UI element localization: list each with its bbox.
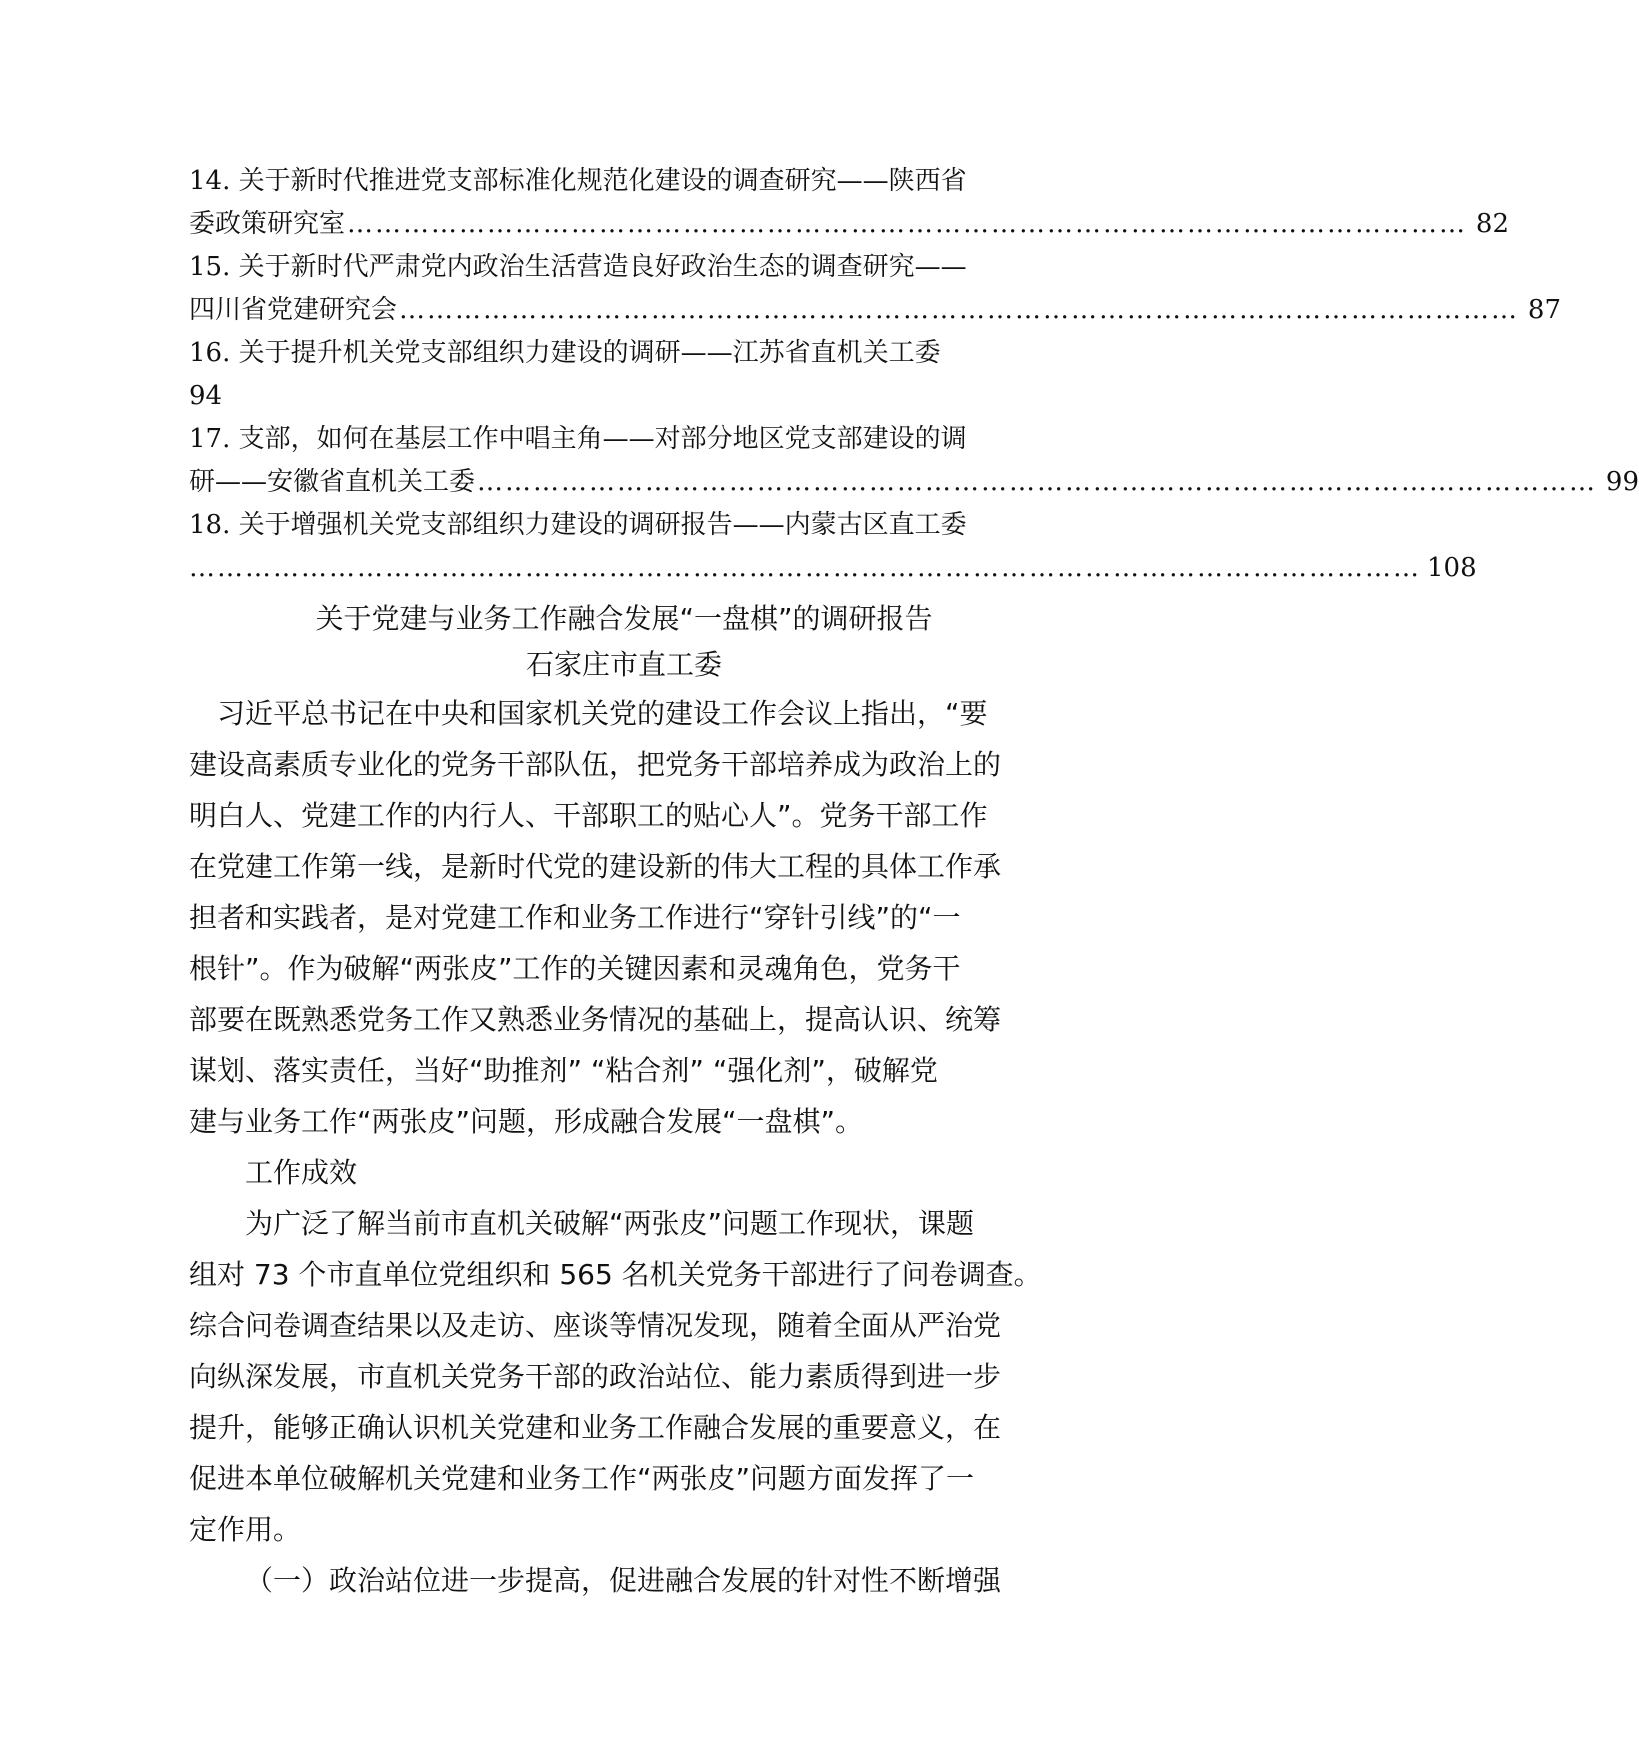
section-heading: 工作成效 [245,1156,358,1189]
paragraph-line: 根针”。作为破解“两张皮”工作的关键因素和灵魂角色，党务干 [189,952,961,985]
toc-item-16-line1: 16. 关于提升机关党支部组织力建设的调研——江苏省直机关工委 [189,338,941,368]
paragraph-line: 组对 73 个市直单位党组织和 565 名机关党务干部进行了问卷调查。 [189,1258,1042,1291]
article-title: 关于党建与业务工作融合发展“一盘棋”的调研报告 [315,602,933,635]
toc-item-14-line2 [189,203,1510,246]
subsection-heading: （一）政治站位进一步提高，促进融合发展的针对性不断增强 [245,1564,1002,1597]
toc-item-14-page: 82 [1475,209,1510,239]
paragraph-line: 提升，能够正确认识机关党建和业务工作融合发展的重要意义，在 [189,1411,1002,1444]
paragraph-line: 担者和实践者，是对党建工作和业务工作进行“穿针引线”的“一 [189,901,961,934]
paragraph-line: 习近平总书记在中央和国家机关党的建设工作会议上指出，“要 [217,697,988,730]
toc-item-17-line2 [189,461,1639,504]
toc-leader-dots: …………………………………………………………………………………………………………………… [189,553,1421,583]
paragraph-line: 建与业务工作“两张皮”问题，形成融合发展“一盘棋”。 [189,1105,864,1138]
toc-leader-dots: ………………………………………………………………………………………………………… [477,467,1598,497]
toc-item-17-page: 99 [1605,467,1639,497]
toc-item-15-line2 [189,289,1562,332]
toc-item-16-page: 94 [189,381,223,411]
paragraph-line: 综合问卷调查结果以及走访、座谈等情况发现，随着全面从严治党 [189,1309,1002,1342]
toc-item-15-text: 四川省党建研究会 [189,295,398,325]
toc-item-18-line2 [189,547,1477,590]
paragraph-line: 为广泛了解当前市直机关破解“两张皮”问题工作现状，课题 [245,1207,975,1240]
toc-item-18-page: 108 [1427,553,1477,583]
toc-item-15-line1: 15. 关于新时代严肃党内政治生活营造良好政治生态的调查研究—— [189,252,967,282]
paragraph-line: 定作用。 [189,1513,302,1546]
toc-item-17-line1: 17. 支部，如何在基层工作中唱主角——对部分地区党支部建设的调 [189,424,967,454]
paragraph-line: 促进本单位破解机关党建和业务工作“两张皮”问题方面发挥了一 [189,1462,975,1495]
paragraph-line: 部要在既熟悉党务工作又熟悉业务情况的基础上，提高认识、统筹 [189,1003,1002,1036]
article-author: 石家庄市直工委 [525,648,722,681]
page-content [189,160,1639,1606]
toc-leader-dots: ………………………………………………………………………………………………………… [347,209,1468,239]
paragraph-line: 谋划、落实责任，当好“助推剂” “粘合剂” “强化剂”，破解党 [189,1054,938,1087]
paragraph-line: 向纵深发展，市直机关党务干部的政治站位、能力素质得到进一步 [189,1360,1002,1393]
intro-paragraph [189,688,1059,1147]
toc-item-14-text: 委政策研究室 [189,209,346,239]
body-paragraph [189,1198,1059,1555]
paragraph-line: 明白人、党建工作的内行人、干部职工的贴心人”。党务干部工作 [189,799,988,832]
toc-item-17-text: 研——安徽省直机关工委 [189,467,476,497]
paragraph-line: 建设高素质专业化的党务干部队伍，把党务干部培养成为政治上的 [189,748,1002,781]
toc-item-18-line1: 18. 关于增强机关党支部组织力建设的调研报告——内蒙古区直工委 [189,510,967,540]
paragraph-line: 在党建工作第一线，是新时代党的建设新的伟大工程的具体工作承 [189,850,1002,883]
toc-item-15-page: 87 [1527,295,1562,325]
toc-item-14-line1: 14. 关于新时代推进党支部标准化规范化建设的调查研究——陕西省 [189,166,967,196]
toc-leader-dots: ………………………………………………………………………………………………………… [399,295,1520,325]
